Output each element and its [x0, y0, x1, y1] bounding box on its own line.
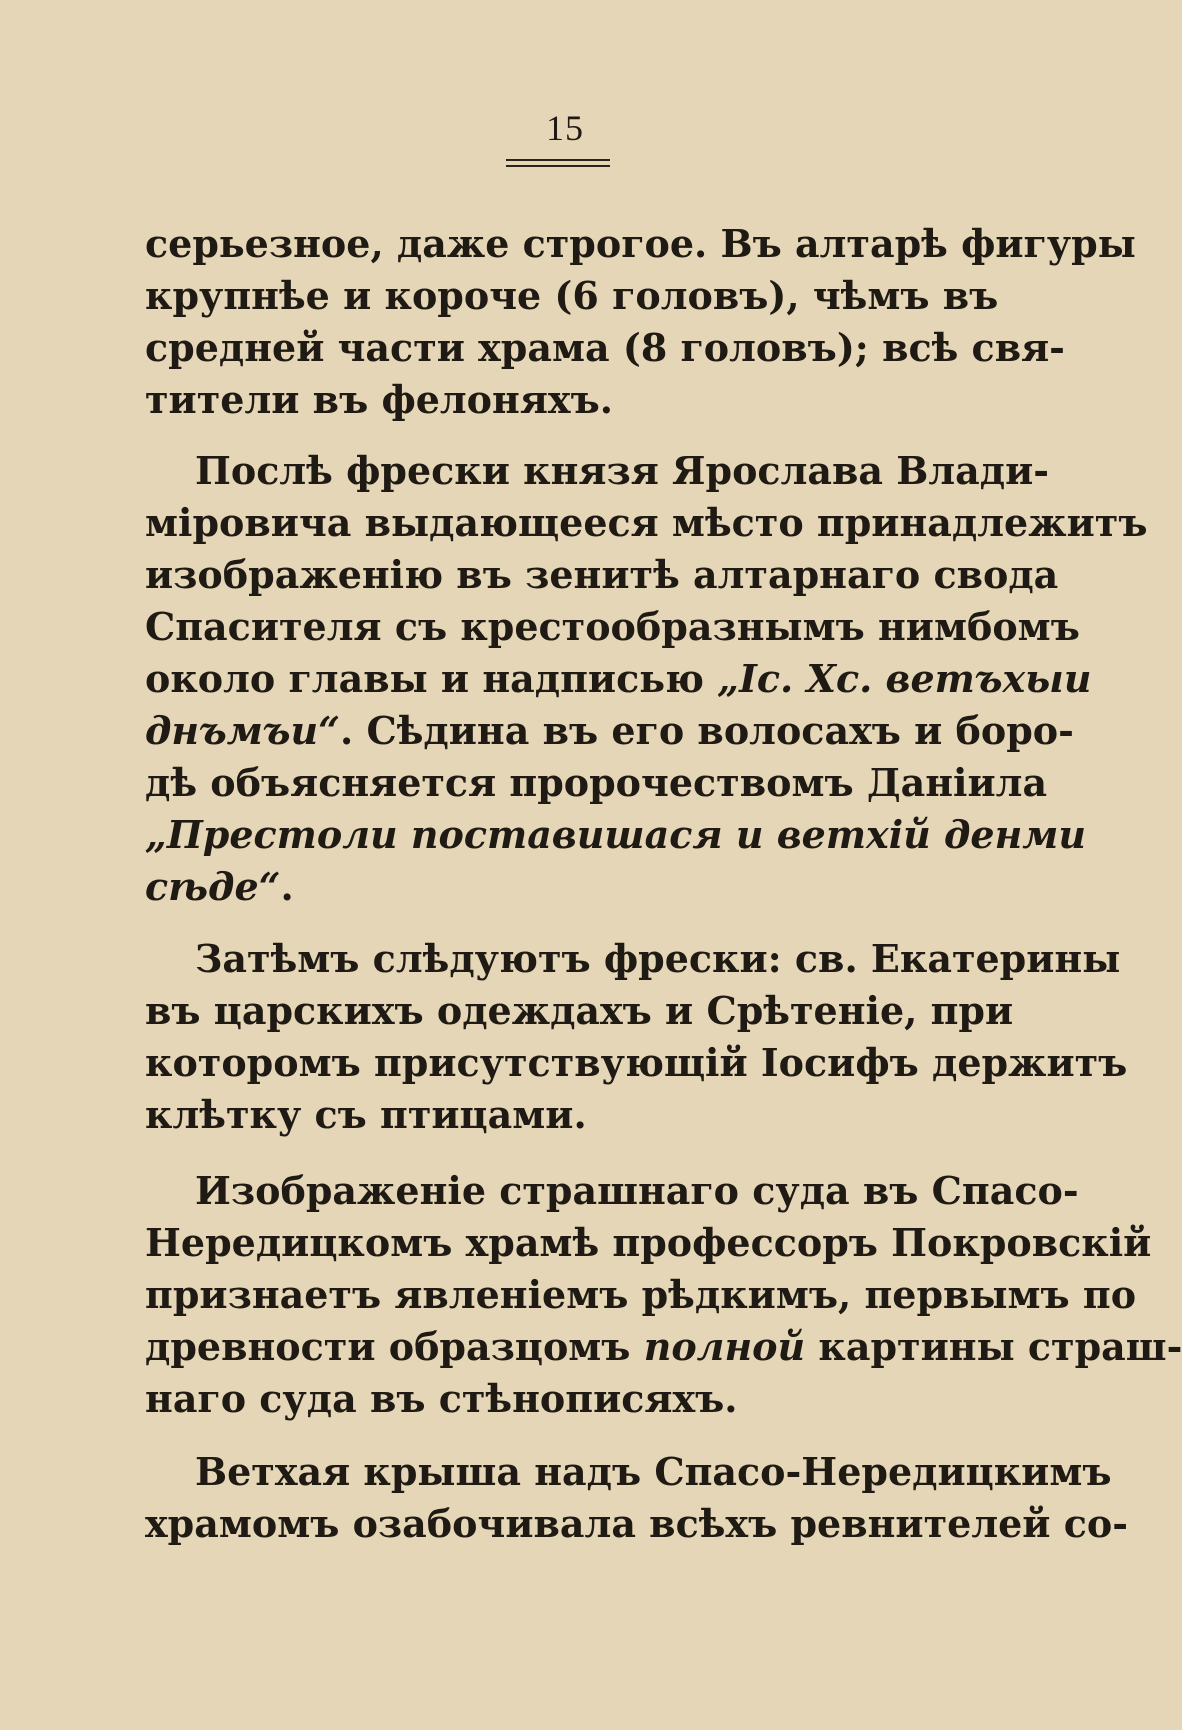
text-line: наго суда въ стѣнописяхъ. — [145, 1376, 738, 1421]
text-line: дѣ объясняется пророчествомъ Даніила — [145, 760, 1048, 805]
text-line: Изображеніе страшнаго суда въ Спасо- — [195, 1168, 1079, 1213]
text-line — [145, 861, 985, 913]
text-run: . Сѣдина въ его волосахъ и боро- — [340, 708, 1074, 753]
page-number: 15 — [546, 108, 584, 148]
text-line: которомъ присутствующій Іосифъ держитъ — [145, 1040, 1128, 1085]
text-line: Ветхая крыша надъ Спасо-Нередицкимъ — [195, 1449, 1112, 1494]
text-line: Послѣ фрески князя Ярослава Влади- — [195, 448, 1050, 493]
quote-italic: днъмъи“ — [145, 708, 340, 753]
text-line: „Престоли поставишася и ветхій денми — [145, 812, 1087, 857]
quote-italic: „Іс. Хс. ветъхыи — [717, 656, 1092, 701]
page-number-rule-top — [506, 159, 610, 161]
text-line: въ царскихъ одеждахъ и Срѣтеніе, при — [145, 988, 1014, 1033]
emphasis-italic: полной — [643, 1324, 806, 1369]
text-line: серьезное, даже строгое. Въ алтарѣ фигуры — [145, 221, 1136, 266]
text-line: средней части храма (8 головъ); всѣ свя- — [145, 325, 1065, 370]
text-line: признаетъ явленіемъ рѣдкимъ, первымъ по — [145, 1272, 1137, 1317]
quote-italic: сѣде“ — [145, 864, 281, 909]
text-run: около главы и надписью — [145, 656, 718, 701]
text-line: храмомъ озабочивала всѣхъ ревнителей со- — [145, 1501, 1128, 1546]
text-run: картины страш- — [805, 1324, 1182, 1369]
text-line: Нередицкомъ храмѣ профессоръ Покровскій — [145, 1220, 1152, 1265]
text-line: изображенію въ зенитѣ алтарнаго свода — [145, 552, 1059, 597]
text-line: тители въ фелоняхъ. — [145, 377, 613, 422]
text-line — [145, 1321, 1182, 1373]
text-line: клѣтку съ птицами. — [145, 1092, 587, 1137]
page-number-rule-bottom — [506, 165, 610, 167]
text-run: древности образцомъ — [145, 1324, 644, 1369]
text-line — [145, 653, 1092, 705]
text-line: Спасителя съ крестообразнымъ нимбомъ — [145, 604, 1080, 649]
text-line: Затѣмъ слѣдуютъ фрески: св. Екатерины — [195, 936, 1121, 981]
text-line: міровича выдающееся мѣсто принадлежитъ — [145, 500, 1148, 545]
text-line — [145, 705, 1074, 757]
text-line: крупнѣе и короче (6 головъ), чѣмъ въ — [145, 273, 999, 318]
text-run: . — [280, 864, 294, 909]
